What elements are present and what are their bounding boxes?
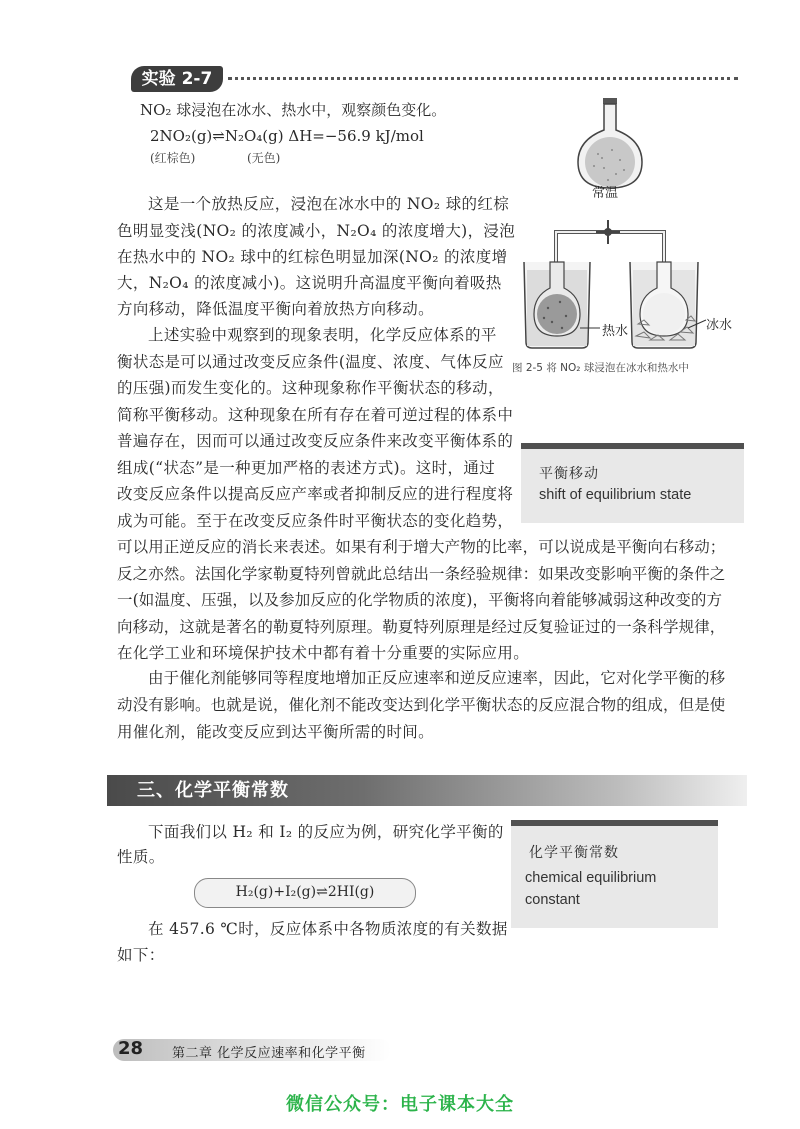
text-line: 一(如温度、压强，以及参加反应的化学物质的浓度)，平衡将向着能够减弱这种改变的方 [117, 591, 723, 609]
hot-water-beaker [524, 262, 590, 348]
paragraph-5 [117, 916, 508, 968]
text-line: 如下： [117, 946, 165, 964]
room-temp-flask [578, 98, 642, 188]
text-line: 方向移动，降低温度平衡向着放热方向移动。 [117, 300, 435, 318]
glossary-term-en: shift of equilibrium state [539, 487, 692, 503]
text-line: 在热水中的 NO₂ 球中的红棕色明显加深(NO₂ 的浓度增 [117, 248, 508, 266]
glossary-box-shift [521, 443, 744, 523]
equation-label-left: (红棕色) [150, 151, 196, 165]
chapter-title: 第二章 化学反应速率和化学平衡 [172, 1046, 366, 1061]
dotted-rule [228, 77, 738, 80]
label-ice-water: 冰水 [706, 318, 733, 333]
text-line: 色明显变浅(NO₂ 的浓度减小，N₂O₄ 的浓度增大)，浸泡 [117, 222, 516, 240]
section-title: 三、化学平衡常数 [137, 780, 289, 801]
text-line: 在 457.6 ℃时，反应体系中各物质浓度的有关数据 [148, 920, 508, 938]
label-hot-water: 热水 [602, 324, 629, 339]
glossary-term-en-cont: constant [525, 892, 580, 908]
paragraph-4 [117, 820, 504, 870]
glossary-term-zh: 平衡移动 [539, 466, 599, 482]
experiment-instruction: NO₂ 球浸泡在冰水、热水中，观察颜色变化。 [140, 101, 447, 119]
glossary-box-constant [511, 820, 718, 928]
watermark-text: 微信公众号：电子课本大全 [286, 1094, 514, 1115]
text-line: 在化学工业和环境保护技术中都有着十分重要的实际应用。 [117, 644, 530, 662]
text-line: 由于催化剂能够同等程度地增加正反应速率和逆反应速率，因此，它对化学平衡的移 [148, 669, 726, 687]
figure-caption: 图 2-5 将 NO₂ 球浸泡在冰水和热水中 [512, 362, 689, 374]
experiment-equation: 2NO₂(g)⇌N₂O₄(g) ΔH=−56.9 kJ/mol [150, 127, 424, 145]
text-line: 下面我们以 H₂ 和 I₂ 的反应为例，研究化学平衡的 [148, 823, 504, 841]
text-line: 普遍存在，因而可以通过改变反应条件来改变平衡体系的 [117, 432, 514, 450]
reaction-formula: H₂(g)+I₂(g)⇌2HI(g) [235, 884, 375, 900]
ice-water-beaker [630, 262, 698, 348]
text-line: 成为可能。至于在改变反应条件时平衡状态的变化趋势， [117, 511, 514, 530]
page-number: 28 [118, 1038, 144, 1059]
glossary-term-en: chemical equilibrium [525, 870, 657, 886]
text-line: 组成(“状态”是一种更加严格的表述方式)。这时，通过 [117, 458, 496, 477]
text-line: 这是一个放热反应，浸泡在冰水中的 NO₂ 球的红棕 [148, 195, 510, 213]
text-line: 改变反应条件以提高反应产率或者抑制反应的进行程度将 [117, 485, 514, 503]
paragraph-1 [117, 190, 515, 322]
text-line: 用催化剂，能改变反应到达平衡所需的时间。 [117, 723, 435, 741]
text-line: 可以用正逆反应的消长来表述。如果有利于增大产物的比率，可以说成是平衡向右移动； [117, 538, 726, 556]
paragraph-3 [117, 665, 725, 746]
text-line: 上述实验中观察到的现象表明，化学反应体系的平 [148, 326, 497, 344]
label-room-temp: 常温 [592, 186, 619, 201]
clamp-icon [596, 220, 620, 244]
text-line: 大，N₂O₄ 的浓度减小)。这说明升高温度平衡向着吸热 [117, 274, 502, 292]
equation-label-right: (无色) [247, 151, 281, 165]
text-line: 性质。 [117, 848, 165, 866]
text-line: 向移动，这就是著名的勒夏特列原理。勒夏特列原理是经过反复验证过的一条科学规律， [117, 617, 726, 636]
text-line: 衡状态是可以通过改变反应条件(温度、浓度、气体反应 [117, 352, 504, 371]
text-line: 简称平衡移动。这种现象在所有存在着可逆过程的体系中 [117, 405, 514, 424]
experiment-badge: 实验 2-7 [131, 66, 223, 92]
text-line: 的压强)而发生变化的。这种现象称作平衡状态的移动， [117, 379, 504, 397]
glossary-term-zh: 化学平衡常数 [529, 845, 619, 861]
text-line: 动没有影响。也就是说，催化剂不能改变达到化学平衡状态的反应混合物的组成，但是使 [117, 696, 726, 714]
text-line: 反之亦然。法国化学家勒夏特列曾就此总结出一条经验规律：如果改变影响平衡的条件之 [117, 564, 726, 583]
